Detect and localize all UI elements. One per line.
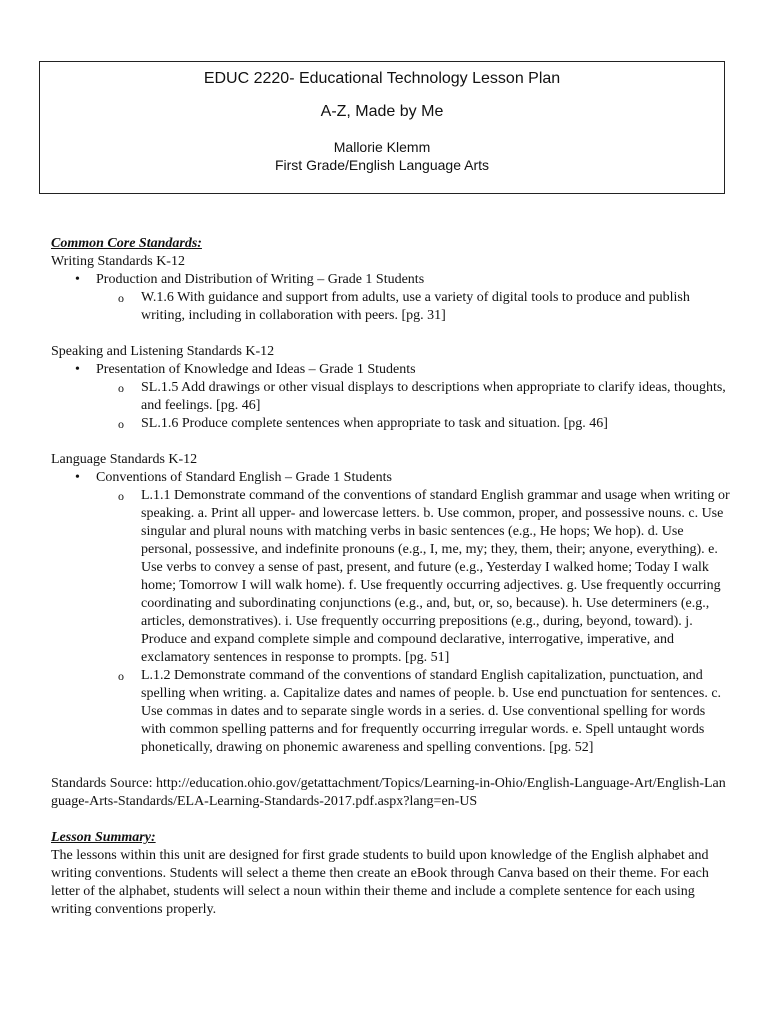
circle-bullet-icon: o — [118, 381, 124, 395]
standards-source-label: Standards Source: — [51, 776, 153, 791]
circle-bullet-icon: o — [118, 669, 124, 683]
list-item — [96, 379, 731, 415]
lesson-plan-header-box — [39, 61, 725, 194]
summary-text: The lessons within this unit are designed for first grade students to build upon knowledge of the English alphabet and writing conventions. Students will select a theme then create an eBook through Canva based on their theme. For each letter of the alphabet, students will select a noun within their theme and include a complete sentence for each using writing conventions properly. — [51, 848, 709, 917]
writing-standards-title: Writing Standards K-12 — [51, 254, 185, 269]
speaking-bullet-list — [51, 361, 731, 433]
standard-l-1-1: L.1.1 Demonstrate command of the conventions of standard English grammar and usage when writing or speaking. a. Print all upper- and lowercase letters. b. Use common, proper, and possessive nouns. c. Use singular and plural nouns with matching verbs in basic sentences (e.g., He hops; We hop). d. Use personal, possessive, and indefinite pronouns (e.g., I, me, my; they, them, their; anyone, everything). e. Use verbs to convey a sense of past, present, and future (e.g., Yesterday I walked home; Today I walk home; Tomorrow I will walk home). f. Use frequently occurring adjectives. g. Use frequently occurring coordinating and subordinating conjunctions (e.g., and, but, or, so, because). h. Use determiners (e.g., articles, demonstratives). i. Use frequently occurring prepositions (e.g., during, beyond, toward). j. Produce and expand complete simple and compound declarative, interrogative, imperative, and exclamatory sentences in response to prompts. [pg. 51] — [141, 488, 730, 665]
writing-bullet — [51, 271, 731, 325]
speaking-bullet-text: Presentation of Knowledge and Ideas – Grade 1 Students — [96, 362, 416, 377]
standard-sl-1-6: SL.1.6 Produce complete sentences when appropriate to task and situation. [pg. 46] — [141, 416, 608, 431]
standard-w-1-6: W.1.6 With guidance and support from adults, use a variety of digital tools to produce and publish writing, including in collaboration with peers. [pg. 31] — [141, 290, 690, 323]
language-bullet — [51, 469, 731, 757]
course-title: EDUC 2220- Educational Technology Lesson Plan — [203, 70, 561, 87]
bullet-icon: • — [75, 272, 80, 287]
circle-bullet-icon: o — [118, 489, 124, 503]
standards-source — [51, 775, 731, 811]
summary-heading: Lesson Summary: — [51, 830, 156, 845]
bullet-icon: • — [75, 362, 80, 377]
speaking-standards-title: Speaking and Listening Standards K-12 — [51, 344, 275, 359]
author-name: Mallorie Klemm — [333, 139, 431, 155]
standards-source-url: http://education.ohio.gov/getattachment/Topics/Learning-in-Ohio/English-Language-Art/English-Language-Arts-Standards/ELA-Learning-Standards-2017.pdf.aspx?lang=en-US — [51, 776, 726, 809]
language-subitem-list — [96, 487, 731, 757]
writing-subitem-list — [96, 289, 731, 325]
grade-subject: First Grade/English Language Arts — [274, 157, 489, 173]
standard-sl-1-5: SL.1.5 Add drawings or other visual displays to descriptions when appropriate to clarify ideas, thoughts, and feelings. [pg. 46] — [141, 380, 726, 413]
standards-heading: Common Core Standards: — [51, 236, 202, 251]
lesson-title: A-Z, Made by Me — [320, 103, 444, 120]
list-item — [96, 415, 731, 433]
writing-bullet-text: Production and Distribution of Writing – Grade 1 Students — [96, 272, 425, 287]
writing-bullet-list — [51, 271, 731, 325]
standard-l-1-2: L.1.2 Demonstrate command of the conventions of standard English capitalization, punctuation, and spelling when writing. a. Capitalize dates and names of people. b. Use end punctuation for sentences. c. Use commas in dates and to separate single words in a series. d. Use conventional spelling for words with common spelling patterns and for frequently occurring irregular words. e. Spell untaught words phonetically, drawing on phonemic awareness and spelling conventions. [pg. 52] — [141, 668, 722, 755]
speaking-subitem-list — [96, 379, 731, 433]
circle-bullet-icon: o — [118, 417, 124, 431]
document-body — [51, 235, 731, 919]
language-bullet-text: Conventions of Standard English – Grade 1 Students — [96, 470, 392, 485]
speaking-bullet — [51, 361, 731, 433]
list-item — [96, 487, 731, 667]
language-standards-title: Language Standards K-12 — [51, 452, 198, 467]
bullet-icon: • — [75, 470, 80, 485]
list-item — [96, 289, 731, 325]
language-bullet-list — [51, 469, 731, 757]
circle-bullet-icon: o — [118, 291, 124, 305]
list-item — [96, 667, 731, 757]
